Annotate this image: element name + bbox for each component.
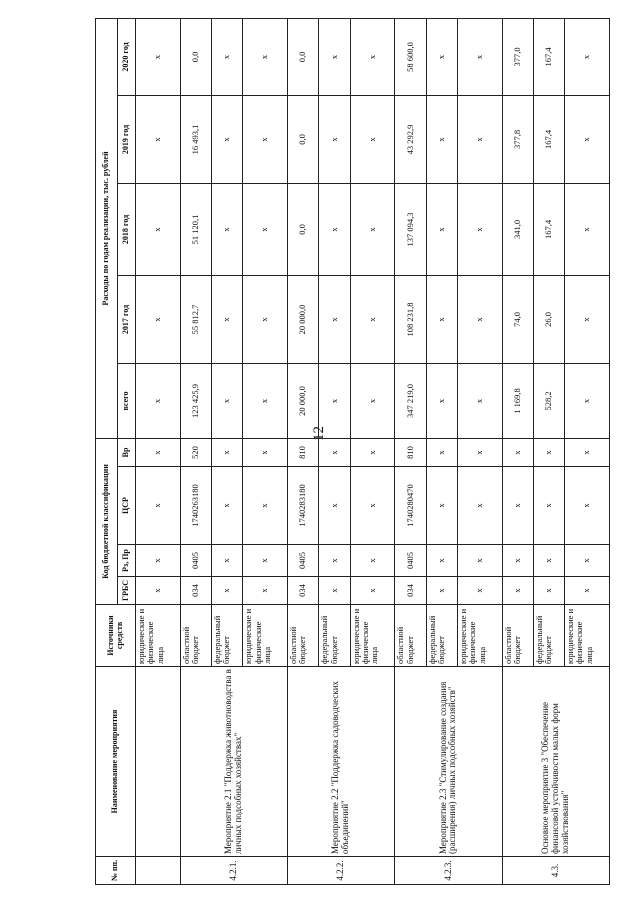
page-number: 12 (311, 426, 327, 441)
header-source: Источники средств (96, 605, 136, 667)
vr-cell: x (243, 438, 288, 466)
y2019-cell: 377,8 (502, 95, 533, 183)
rotated-table-container (95, 19, 610, 885)
rzpr-cell: x (502, 545, 533, 577)
grbs-cell: x (350, 577, 395, 605)
y2018-cell: x (565, 183, 610, 275)
y2020-cell: 58 600,0 (395, 18, 426, 95)
y2019-cell: x (426, 95, 457, 183)
csr-cell: x (319, 467, 350, 545)
total-cell: 123 425,9 (180, 363, 211, 438)
header-2017: 2017 год (118, 275, 136, 363)
grbs-cell: x (243, 577, 288, 605)
source-cell: юридические и физические лица (243, 605, 288, 667)
y2017-cell: x (350, 275, 395, 363)
y2017-cell: 74,0 (502, 275, 533, 363)
table-row (395, 18, 426, 884)
rzpr-cell: x (212, 545, 243, 577)
csr-cell: 1740263180 (180, 467, 211, 545)
header-name: Наименование мероприятия (96, 667, 136, 857)
y2018-cell: 341,0 (502, 183, 533, 275)
csr-cell: x (136, 467, 181, 545)
y2019-cell: x (457, 95, 502, 183)
y2017-cell: 55 812,7 (180, 275, 211, 363)
y2018-cell: 137 094,3 (395, 183, 426, 275)
vr-cell: x (533, 438, 564, 466)
header-csr: ЦСР (118, 467, 136, 545)
y2019-cell: x (565, 95, 610, 183)
total-cell: x (319, 363, 350, 438)
header-num: № пп. (96, 857, 136, 885)
y2020-cell: 0,0 (180, 18, 211, 95)
csr-cell: x (533, 467, 564, 545)
csr-cell: x (565, 467, 610, 545)
y2020-cell: 0,0 (288, 18, 319, 95)
total-cell: 528,2 (533, 363, 564, 438)
grbs-cell: x (426, 577, 457, 605)
grbs-cell: x (565, 577, 610, 605)
table-row (288, 18, 319, 884)
y2017-cell: x (319, 275, 350, 363)
y2017-cell: x (243, 275, 288, 363)
rzpr-cell: x (565, 545, 610, 577)
y2020-cell: x (212, 18, 243, 95)
item-name (136, 667, 181, 857)
total-cell: x (136, 363, 181, 438)
total-cell: x (212, 363, 243, 438)
source-cell: юридические и физические лица (565, 605, 610, 667)
header-2020: 2020 год (118, 18, 136, 95)
header-code-group: Код бюджетной классификации (96, 438, 118, 604)
header-grbs: ГРБС (118, 577, 136, 605)
y2018-cell: x (457, 183, 502, 275)
source-cell: юридические и физические лица (136, 605, 181, 667)
item-name: Мероприятие 2.1 "Поддержка животноводства в личных подсобных хозяйствах" (180, 667, 287, 857)
vr-cell: x (350, 438, 395, 466)
source-cell: федеральный бюджет (212, 605, 243, 667)
y2020-cell: x (319, 18, 350, 95)
item-number: 4.2.3. (395, 857, 502, 885)
y2019-cell: x (350, 95, 395, 183)
y2020-cell: x (136, 18, 181, 95)
y2019-cell: x (319, 95, 350, 183)
rzpr-cell: x (243, 545, 288, 577)
rzpr-cell: x (350, 545, 395, 577)
y2017-cell: x (136, 275, 181, 363)
table-body (136, 18, 610, 884)
grbs-cell: x (136, 577, 181, 605)
csr-cell: x (350, 467, 395, 545)
rzpr-cell: x (457, 545, 502, 577)
source-cell: областной бюджет (288, 605, 319, 667)
total-cell: x (350, 363, 395, 438)
vr-cell: x (319, 438, 350, 466)
grbs-cell: x (319, 577, 350, 605)
total-cell: x (243, 363, 288, 438)
y2020-cell: x (426, 18, 457, 95)
source-cell: юридические и физические лица (350, 605, 395, 667)
y2019-cell: 43 292,9 (395, 95, 426, 183)
csr-cell: x (457, 467, 502, 545)
source-cell: областной бюджет (502, 605, 533, 667)
y2017-cell: 26,0 (533, 275, 564, 363)
grbs-cell: 034 (288, 577, 319, 605)
item-number (136, 857, 181, 885)
y2020-cell: x (243, 18, 288, 95)
y2018-cell: x (319, 183, 350, 275)
y2018-cell: 167,4 (533, 183, 564, 275)
y2017-cell: x (565, 275, 610, 363)
y2019-cell: 16 493,1 (180, 95, 211, 183)
rzpr-cell: x (533, 545, 564, 577)
item-name: Мероприятие 2.3 "Стимулирование создания (расширения) личных подсобных хозяйств" (395, 667, 502, 857)
grbs-cell: x (533, 577, 564, 605)
header-2018: 2018 год (118, 183, 136, 275)
y2019-cell: x (136, 95, 181, 183)
source-cell: федеральный бюджет (533, 605, 564, 667)
y2018-cell: x (350, 183, 395, 275)
rzpr-cell: 0405 (395, 545, 426, 577)
vr-cell: x (136, 438, 181, 466)
item-name: Мероприятие 2.2 "Поддержка садоводческих объединений" (288, 667, 395, 857)
total-cell: x (426, 363, 457, 438)
source-cell: федеральный бюджет (426, 605, 457, 667)
header-2019: 2019 год (118, 95, 136, 183)
item-name: Основное мероприятие 3 "Обеспечение финансовой устойчивости малых форм хозяйствования" (502, 667, 609, 857)
y2017-cell: x (457, 275, 502, 363)
y2017-cell: 108 231,8 (395, 275, 426, 363)
header-rzpr: Рз, Пр (118, 545, 136, 577)
vr-cell: x (457, 438, 502, 466)
item-number: 4.2.2. (288, 857, 395, 885)
y2020-cell: x (457, 18, 502, 95)
y2020-cell: x (350, 18, 395, 95)
source-cell: федеральный бюджет (319, 605, 350, 667)
vr-cell: 520 (180, 438, 211, 466)
grbs-cell: x (212, 577, 243, 605)
total-cell: 20 000,0 (288, 363, 319, 438)
y2019-cell: x (212, 95, 243, 183)
item-number: 4.3. (502, 857, 609, 885)
y2020-cell: x (565, 18, 610, 95)
rzpr-cell: x (136, 545, 181, 577)
grbs-cell: x (502, 577, 533, 605)
y2018-cell: x (212, 183, 243, 275)
y2018-cell: x (136, 183, 181, 275)
grbs-cell: 034 (395, 577, 426, 605)
grbs-cell: 034 (180, 577, 211, 605)
table-row (136, 18, 181, 884)
csr-cell: x (426, 467, 457, 545)
table-row (180, 18, 211, 884)
header-expenses-group: Расходы по годам реализации, тыс. рублей (96, 18, 118, 438)
csr-cell: 1740283180 (288, 467, 319, 545)
table-row (502, 18, 533, 884)
vr-cell: x (565, 438, 610, 466)
total-cell: 347 219,0 (395, 363, 426, 438)
total-cell: 1 169,8 (502, 363, 533, 438)
vr-cell: x (426, 438, 457, 466)
y2017-cell: x (426, 275, 457, 363)
source-cell: юридические и физические лица (457, 605, 502, 667)
y2019-cell: 167,4 (533, 95, 564, 183)
rzpr-cell: 0405 (288, 545, 319, 577)
vr-cell: x (502, 438, 533, 466)
y2020-cell: 377,0 (502, 18, 533, 95)
item-number: 4.2.1. (180, 857, 287, 885)
source-cell: областной бюджет (180, 605, 211, 667)
y2018-cell: 51 120,1 (180, 183, 211, 275)
rzpr-cell: 0405 (180, 545, 211, 577)
csr-cell: x (243, 467, 288, 545)
csr-cell: x (212, 467, 243, 545)
y2019-cell: x (243, 95, 288, 183)
csr-cell: x (502, 467, 533, 545)
grbs-cell: x (457, 577, 502, 605)
vr-cell: 810 (288, 438, 319, 466)
y2017-cell: x (212, 275, 243, 363)
csr-cell: 1740280470 (395, 467, 426, 545)
y2018-cell: x (243, 183, 288, 275)
header-total: всего (118, 363, 136, 438)
header-vr: Вр (118, 438, 136, 466)
rzpr-cell: x (426, 545, 457, 577)
y2018-cell: 0,0 (288, 183, 319, 275)
vr-cell: x (212, 438, 243, 466)
rzpr-cell: x (319, 545, 350, 577)
y2017-cell: 20 000,0 (288, 275, 319, 363)
total-cell: x (565, 363, 610, 438)
total-cell: x (457, 363, 502, 438)
y2018-cell: x (426, 183, 457, 275)
source-cell: областной бюджет (395, 605, 426, 667)
y2020-cell: 167,4 (533, 18, 564, 95)
expenses-table (95, 18, 610, 885)
vr-cell: 810 (395, 438, 426, 466)
y2019-cell: 0,0 (288, 95, 319, 183)
